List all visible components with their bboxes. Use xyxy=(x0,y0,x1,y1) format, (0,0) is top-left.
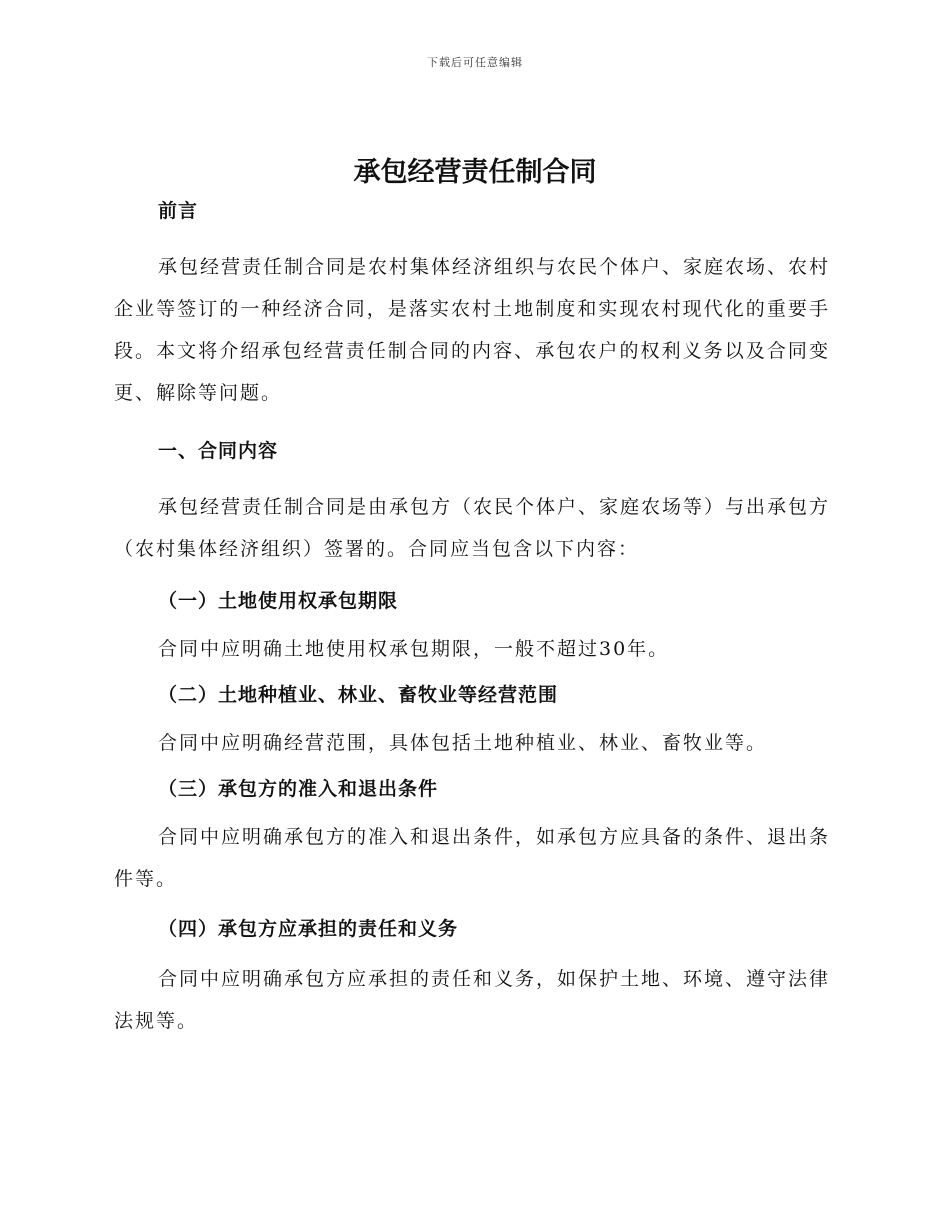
document-title: 承包经营责任制合同 xyxy=(353,157,597,188)
subsection-heading-scope: （二）土地种植业、林业、畜牧业等经营范围 xyxy=(158,684,559,706)
subsection-heading-obligations: （四）承包方应承担的责任和义务 xyxy=(158,918,459,940)
section-heading-contract-content: 一、合同内容 xyxy=(158,440,279,462)
page-header-note: 下载后可任意编辑 xyxy=(427,56,523,69)
subsection-paragraph-term: 合同中应明确土地使用权承包期限，一般不超过30年。 xyxy=(158,638,670,660)
document-body xyxy=(114,196,830,1042)
preface-paragraph: 承包经营责任制合同是农村集体经济组织与农民个体户、家庭农场、农村企业等签订的一种经济合同，是落实农村土地制度和实现农村现代化的重要手段。本文将介绍承包经营责任制合同的内容、承包农户的权利义务以及合同变更、解除等问题。 xyxy=(114,256,831,404)
section-paragraph-contract-content: 承包经营责任制合同是由承包方（农民个体户、家庭农场等）与出承包方（农村集体经济组织）签署的。合同应当包含以下内容： xyxy=(114,496,831,560)
preface-heading: 前言 xyxy=(158,200,199,222)
subsection-heading-term: （一）土地使用权承包期限 xyxy=(158,590,399,612)
subsection-paragraph-obligations: 合同中应明确承包方应承担的责任和义务，如保护土地、环境、遵守法律法规等。 xyxy=(114,968,831,1032)
subsection-heading-entry-exit: （三）承包方的准入和退出条件 xyxy=(158,778,439,800)
subsection-paragraph-scope: 合同中应明确经营范围，具体包括土地种植业、林业、畜牧业等。 xyxy=(158,732,768,754)
subsection-paragraph-entry-exit: 合同中应明确承包方的准入和退出条件，如承包方应具备的条件、退出条件等。 xyxy=(114,826,831,890)
